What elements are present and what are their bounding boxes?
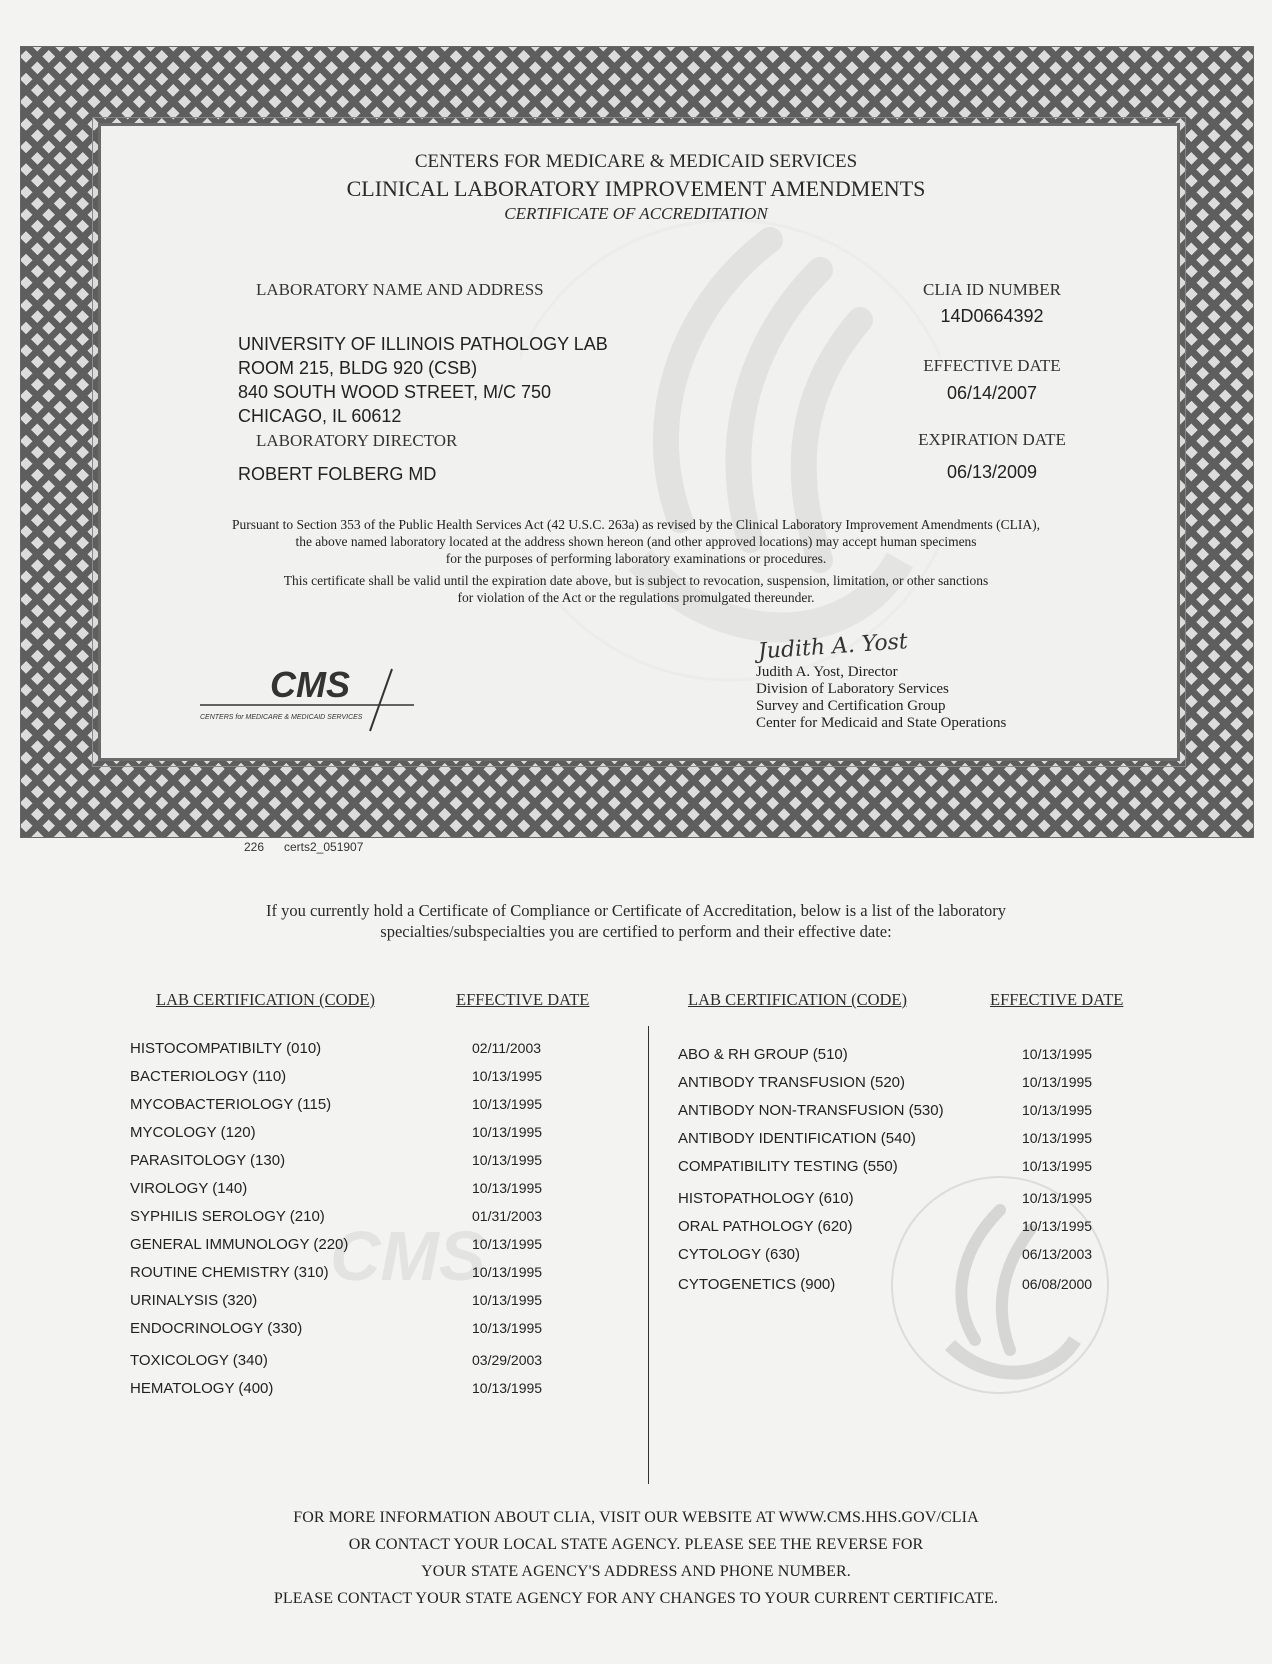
cert-name: VIROLOGY (140) bbox=[130, 1180, 248, 1197]
cert-date: 10/13/1995 bbox=[472, 1096, 543, 1112]
form-code: certs2_051907 bbox=[284, 840, 364, 854]
signer-center: Center for Medicaid and State Operations bbox=[756, 715, 1007, 731]
footer-line: YOUR STATE AGENCY'S ADDRESS AND PHONE NUMBER. bbox=[421, 1563, 851, 1580]
cert-date: 10/13/1995 bbox=[1022, 1074, 1093, 1090]
list-item bbox=[130, 1208, 560, 1232]
validity-line: This certificate shall be valid until the expiration date above, but is subject to revocation, suspension, limitation, or other sanctions bbox=[283, 573, 989, 588]
director-label: LABORATORY DIRECTOR bbox=[256, 431, 458, 450]
effective-date-value: 06/14/2007 bbox=[946, 383, 1038, 403]
form-number: 226 bbox=[244, 840, 265, 854]
cert-date: 10/13/1995 bbox=[472, 1180, 543, 1196]
list-item bbox=[130, 1180, 560, 1204]
list-intro-line: If you currently hold a Certificate of Compliance or Certificate of Accreditation, below is a list of the laboratory bbox=[266, 901, 1006, 920]
cert-date: 10/13/1995 bbox=[472, 1124, 543, 1140]
director-signature bbox=[752, 618, 952, 668]
agency-title: CENTERS FOR MEDICARE & MEDICAID SERVICES bbox=[414, 151, 858, 172]
cert-name: COMPATIBILITY TESTING (550) bbox=[678, 1158, 898, 1175]
cert-name: CYTOLOGY (630) bbox=[678, 1246, 800, 1263]
cert-date: 10/13/1995 bbox=[1022, 1046, 1093, 1062]
list-item bbox=[130, 1124, 560, 1148]
cert-date: 10/13/1995 bbox=[472, 1292, 543, 1308]
list-intro bbox=[0, 900, 1272, 942]
lab-address-line: 840 SOUTH WOOD STREET, M/C 750 bbox=[238, 382, 552, 402]
left-certification-list bbox=[130, 1040, 560, 1400]
cert-name: ANTIBODY TRANSFUSION (520) bbox=[678, 1074, 905, 1091]
cert-name: HISTOPATHOLOGY (610) bbox=[678, 1190, 854, 1207]
cert-date: 10/13/1995 bbox=[472, 1264, 543, 1280]
cert-name: ENDOCRINOLOGY (330) bbox=[130, 1320, 303, 1337]
cert-date: 10/13/1995 bbox=[1022, 1130, 1093, 1146]
list-item bbox=[130, 1264, 560, 1288]
cert-date: 10/13/1995 bbox=[472, 1068, 543, 1084]
cert-date: 10/13/1995 bbox=[472, 1236, 543, 1252]
list-item bbox=[130, 1292, 560, 1316]
list-item bbox=[678, 1046, 1118, 1070]
clia-id-label: CLIA ID NUMBER bbox=[923, 280, 1061, 299]
list-item bbox=[130, 1320, 560, 1344]
list-item bbox=[130, 1352, 560, 1376]
cert-name: GENERAL IMMUNOLOGY (220) bbox=[130, 1236, 349, 1253]
right-date-header: EFFECTIVE DATE bbox=[990, 990, 1124, 1009]
lab-name-label: LABORATORY NAME AND ADDRESS bbox=[256, 280, 544, 299]
list-item bbox=[130, 1380, 560, 1404]
cert-date: 06/13/2003 bbox=[1022, 1246, 1093, 1262]
authority-line: for the purposes of performing laboratory examinations or procedures. bbox=[445, 551, 827, 566]
cert-date: 10/13/1995 bbox=[1022, 1102, 1093, 1118]
cert-name: ROUTINE CHEMISTRY (310) bbox=[130, 1264, 329, 1281]
cert-name: ORAL PATHOLOGY (620) bbox=[678, 1218, 853, 1235]
cert-date: 06/08/2000 bbox=[1022, 1276, 1093, 1292]
cert-name: URINALYSIS (320) bbox=[130, 1292, 258, 1309]
cert-date: 10/13/1995 bbox=[1022, 1190, 1093, 1206]
list-item bbox=[678, 1218, 1118, 1242]
lab-address-line: CHICAGO, IL 60612 bbox=[238, 406, 402, 426]
signer-group: Survey and Certification Group bbox=[756, 698, 946, 714]
list-item bbox=[130, 1236, 560, 1260]
cms-logo bbox=[192, 655, 422, 733]
authority-paragraph bbox=[150, 516, 1122, 567]
validity-line: for violation of the Act or the regulations promulgated thereunder. bbox=[457, 590, 815, 605]
column-divider bbox=[648, 1026, 649, 1484]
cert-name: PARASITOLOGY (130) bbox=[130, 1152, 286, 1169]
right-cert-header: LAB CERTIFICATION (CODE) bbox=[688, 990, 907, 1009]
cert-date: 10/13/1995 bbox=[472, 1152, 543, 1168]
list-item bbox=[130, 1152, 560, 1176]
right-certification-list bbox=[678, 1046, 1118, 1296]
cms-logo-subtext: CENTERS for MEDICARE & MEDICAID SERVICES bbox=[200, 714, 363, 721]
signer-block bbox=[756, 664, 1006, 732]
footer-notice bbox=[0, 1504, 1272, 1612]
authority-line: Pursuant to Section 353 of the Public Health Services Act (42 U.S.C. 263a) as revised by the Clinical Laboratory Improvement Amendments (CLIA), bbox=[232, 517, 1040, 532]
lab-address bbox=[238, 332, 608, 428]
list-item bbox=[678, 1158, 1118, 1182]
clia-id-value: 14D0664392 bbox=[940, 306, 1044, 326]
footer-line: PLEASE CONTACT YOUR STATE AGENCY FOR ANY CHANGES TO YOUR CURRENT CERTIFICATE. bbox=[273, 1590, 999, 1607]
lab-address-line: UNIVERSITY OF ILLINOIS PATHOLOGY LAB bbox=[238, 334, 608, 354]
cert-name: ABO & RH GROUP (510) bbox=[678, 1046, 848, 1063]
cert-name: ANTIBODY IDENTIFICATION (540) bbox=[678, 1130, 916, 1147]
left-cert-header: LAB CERTIFICATION (CODE) bbox=[156, 990, 375, 1009]
cert-date: 10/13/1995 bbox=[1022, 1158, 1093, 1174]
list-item bbox=[130, 1040, 560, 1064]
expiration-date-label: EXPIRATION DATE bbox=[918, 430, 1066, 449]
lab-address-line: ROOM 215, BLDG 920 (CSB) bbox=[238, 358, 478, 378]
authority-line: the above named laboratory located at the address shown hereon (and other approved locations) may accept human specimens bbox=[295, 534, 977, 549]
left-date-header: EFFECTIVE DATE bbox=[456, 990, 590, 1009]
signer-name: Judith A. Yost, Director bbox=[756, 664, 898, 680]
cert-name: ANTIBODY NON-TRANSFUSION (530) bbox=[678, 1102, 944, 1119]
svg-text:CMS: CMS bbox=[330, 1217, 486, 1295]
list-item bbox=[678, 1190, 1118, 1214]
list-item bbox=[130, 1096, 560, 1120]
list-item bbox=[678, 1246, 1118, 1270]
validity-paragraph bbox=[150, 572, 1122, 606]
cert-name: MYCOLOGY (120) bbox=[130, 1124, 256, 1141]
effective-date-label: EFFECTIVE DATE bbox=[923, 356, 1061, 375]
director-name: ROBERT FOLBERG MD bbox=[238, 464, 437, 484]
cert-name: TOXICOLOGY (340) bbox=[130, 1352, 268, 1369]
list-item bbox=[678, 1130, 1118, 1154]
cert-date: 01/31/2003 bbox=[472, 1208, 543, 1224]
program-title: CLINICAL LABORATORY IMPROVEMENT AMENDMENTS bbox=[346, 176, 926, 201]
cert-name: HISTOCOMPATIBILTY (010) bbox=[130, 1040, 322, 1057]
list-intro-line: specialties/subspecialties you are certified to perform and their effective date: bbox=[380, 922, 892, 941]
cert-name: CYTOGENETICS (900) bbox=[678, 1276, 836, 1293]
list-item bbox=[678, 1102, 1118, 1126]
cert-name: BACTERIOLOGY (110) bbox=[130, 1068, 287, 1085]
cert-date: 10/13/1995 bbox=[1022, 1218, 1093, 1234]
signature-text: Judith A. Yost bbox=[757, 629, 909, 665]
cert-name: HEMATOLOGY (400) bbox=[130, 1380, 274, 1397]
cms-logo-text: CMS bbox=[270, 664, 350, 705]
list-item bbox=[130, 1068, 560, 1092]
list-item bbox=[678, 1074, 1118, 1098]
cert-date: 02/11/2003 bbox=[472, 1040, 542, 1056]
cert-name: SYPHILIS SEROLOGY (210) bbox=[130, 1208, 325, 1225]
expiration-date-value: 06/13/2009 bbox=[946, 462, 1038, 482]
footer-line: FOR MORE INFORMATION ABOUT CLIA, VISIT OUR WEBSITE AT WWW.CMS.HHS.GOV/CLIA bbox=[293, 1509, 979, 1526]
cert-name: MYCOBACTERIOLOGY (115) bbox=[130, 1096, 332, 1113]
list-item bbox=[678, 1276, 1118, 1300]
cert-date: 03/29/2003 bbox=[472, 1352, 543, 1368]
cert-date: 10/13/1995 bbox=[472, 1380, 543, 1396]
footer-line: OR CONTACT YOUR LOCAL STATE AGENCY. PLEASE SEE THE REVERSE FOR bbox=[348, 1536, 924, 1553]
cert-date: 10/13/1995 bbox=[472, 1320, 543, 1336]
certificate-type: CERTIFICATE OF ACCREDITATION bbox=[504, 204, 768, 223]
signer-division: Division of Laboratory Services bbox=[756, 681, 949, 697]
